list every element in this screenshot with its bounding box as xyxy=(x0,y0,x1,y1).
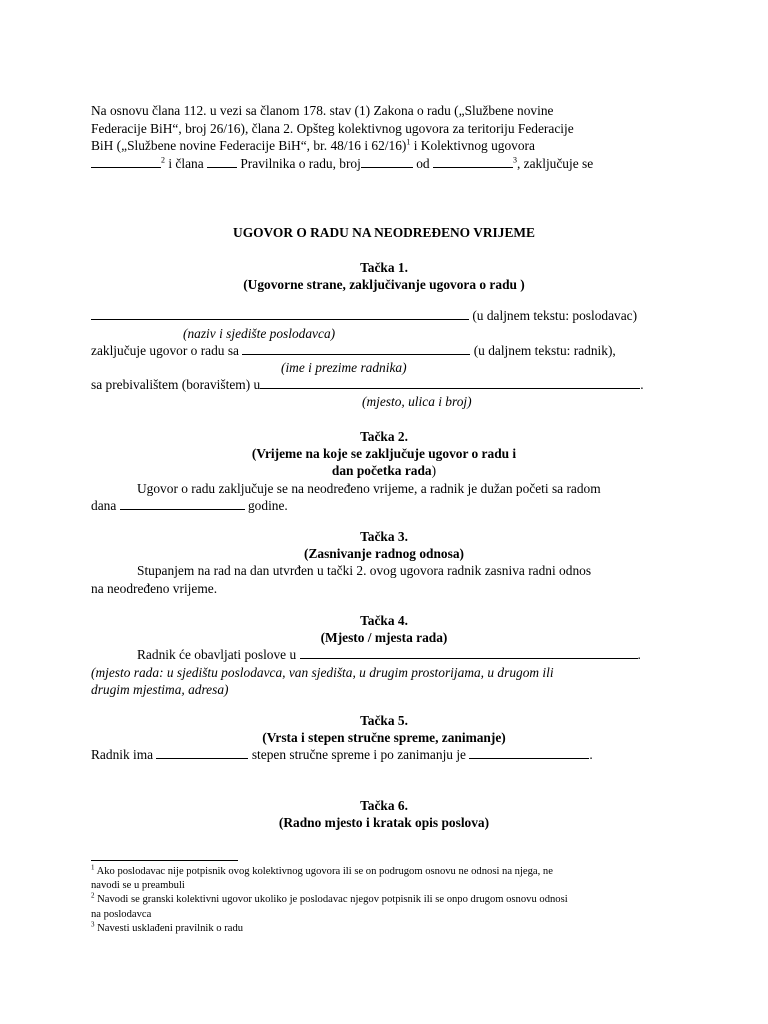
section-6-heading: Tačka 6. xyxy=(360,798,408,813)
footnotes xyxy=(91,865,691,936)
preamble xyxy=(91,102,677,172)
section-2-text-2b: godine. xyxy=(244,497,288,513)
preamble-line-3a: BiH („Službene novine Federacije BiH“, br. 48/16 i 62/16) xyxy=(91,138,407,154)
blank-article-number[interactable] xyxy=(207,155,237,168)
section-3-text-1: Stupanjem na rad na dan utvrđen u tački 2. ovog ugovora radnik zasniva radni odnos xyxy=(137,563,592,579)
preamble-line-3 xyxy=(91,137,677,155)
section-4-text-end: . xyxy=(637,647,641,663)
section-2-subtitle-2-end: ) xyxy=(431,463,437,479)
footnote-1-line-2: navodi se u preambuli xyxy=(91,880,185,892)
footnote-1 xyxy=(91,865,691,879)
worker-hint: (ime i prezime radnika) xyxy=(281,360,407,376)
blank-qualification-level[interactable] xyxy=(156,746,248,759)
preamble-line-2: Federacije BiH“, broj 26/16), člana 2. Opšteg kolektivnog ugovora za teritoriju Federacije xyxy=(91,120,574,136)
section-5-text-b: stepen stručne spreme i po zanimanju je xyxy=(248,747,470,763)
footnote-3-line-1: Navesti usklađeni pravilnik o radu xyxy=(94,922,244,934)
preamble-line-4c: od xyxy=(412,155,433,171)
section-1-heading: Tačka 1. xyxy=(360,260,408,275)
section-3-subtitle: (Zasnivanje radnog odnosa) xyxy=(304,546,464,562)
section-2 xyxy=(91,428,677,514)
footnote-ref-3: 3 xyxy=(512,155,517,165)
section-2-subtitle-2 xyxy=(91,462,677,479)
section-5-text-a: Radnik ima xyxy=(91,747,157,763)
employer-hint: (naziv i sjedište poslodavca) xyxy=(183,325,336,341)
footnote-3-number: 3 xyxy=(91,920,95,929)
section-4-hint-2: drugim mjestima, adresa) xyxy=(91,681,229,697)
section-4-text xyxy=(91,646,677,663)
residence-hint: (mjesto, ulica i broj) xyxy=(362,394,472,410)
preamble-line-1: Na osnovu člana 112. u vezi sa članom 178. stav (1) Zakona o radu („Službene novine xyxy=(91,103,554,118)
footnote-3 xyxy=(91,922,691,936)
blank-regulation-number[interactable] xyxy=(361,155,413,168)
section-1-subtitle: (Ugovorne strane, zaključivanje ugovora o radu ) xyxy=(243,277,525,293)
section-5-text xyxy=(91,746,677,763)
preamble-line-4 xyxy=(91,155,677,173)
worker-suffix: (u daljnem tekstu: radnik), xyxy=(470,342,616,358)
section-4-heading: Tačka 4. xyxy=(360,613,408,628)
preamble-line-4a: i člana xyxy=(165,155,208,171)
blank-residence[interactable] xyxy=(260,376,640,389)
blank-collective-agreement[interactable] xyxy=(91,155,161,168)
footnote-2-number: 2 xyxy=(91,891,95,900)
section-2-text-1: Ugovor o radu zaključuje se na neodređeno vrijeme, a radnik je dužan početi sa radom xyxy=(137,480,601,496)
section-6 xyxy=(91,797,677,831)
section-3-heading: Tačka 3. xyxy=(360,529,408,544)
section-2-heading: Tačka 2. xyxy=(360,429,408,444)
employer-line xyxy=(91,307,677,324)
section-4-hint-1: (mjesto rada: u sjedištu poslodavca, van sjedišta, u drugim prostorijama, u drugom ili xyxy=(91,664,554,680)
employer-suffix: (u daljnem tekstu: poslodavac) xyxy=(469,308,638,324)
section-2-text-2a: dana xyxy=(91,497,120,513)
footnote-2-line-2: na poslodavca xyxy=(91,908,152,920)
footnote-2 xyxy=(91,893,691,907)
section-4 xyxy=(91,612,677,698)
residence-prefix: sa prebivalištem (boravištem) u xyxy=(91,377,261,393)
preamble-line-4b: Pravilnika o radu, broj xyxy=(237,155,361,171)
blank-occupation[interactable] xyxy=(469,746,589,759)
section-3-text-2: na neodređeno vrijeme. xyxy=(91,580,218,596)
section-6-subtitle: (Radno mjesto i kratak opis poslova) xyxy=(278,815,490,831)
footnote-2-line-1: Navodi se granski kolektivni ugovor ukoliko je poslodavac njegov potpisnik ili se onpo drugom osnovu odnosi xyxy=(94,894,568,906)
section-5 xyxy=(91,712,677,764)
section-2-subtitle-2-text: dan početka rada xyxy=(331,463,432,479)
blank-worker-name[interactable] xyxy=(242,342,470,355)
section-4-subtitle: (Mjesto / mjesta rada) xyxy=(320,630,448,646)
section-1 xyxy=(91,259,677,411)
footnote-ref-1: 1 xyxy=(406,137,411,147)
section-3 xyxy=(91,528,677,597)
section-2-subtitle-1: (Vrijeme na koje se zaključuje ugovor o radu i xyxy=(251,446,517,462)
document-title: UGOVOR O RADU NA NEODREĐENO VRIJEME xyxy=(233,225,535,240)
preamble-line-4d: , zaključuje se xyxy=(516,155,594,171)
section-4-text-prefix: Radnik će obavljati poslove u xyxy=(137,647,300,663)
preamble-line-3b: i Kolektivnog ugovora xyxy=(410,138,535,154)
worker-prefix: zaključuje ugovor o radu sa xyxy=(91,342,243,358)
blank-work-place[interactable] xyxy=(300,646,638,659)
section-2-text-2 xyxy=(91,497,677,514)
footnote-ref-2: 2 xyxy=(161,155,165,165)
footnote-separator xyxy=(91,860,238,861)
residence-line xyxy=(91,376,677,393)
section-5-subtitle: (Vrsta i stepen stručne spreme, zanimanje) xyxy=(262,730,506,746)
blank-employer[interactable] xyxy=(91,307,469,320)
footnote-1-number: 1 xyxy=(91,863,95,872)
residence-end: . xyxy=(640,377,644,393)
section-5-text-end: . xyxy=(589,747,593,763)
blank-regulation-date[interactable] xyxy=(433,155,513,168)
blank-start-date[interactable] xyxy=(120,497,245,510)
section-5-heading: Tačka 5. xyxy=(360,713,408,728)
footnote-1-line-1: Ako poslodavac nije potpisnik ovog kolektivnog ugovora ili se on podrugom osnovu ne odnosi na njega, ne xyxy=(94,866,553,877)
worker-line xyxy=(91,342,677,359)
